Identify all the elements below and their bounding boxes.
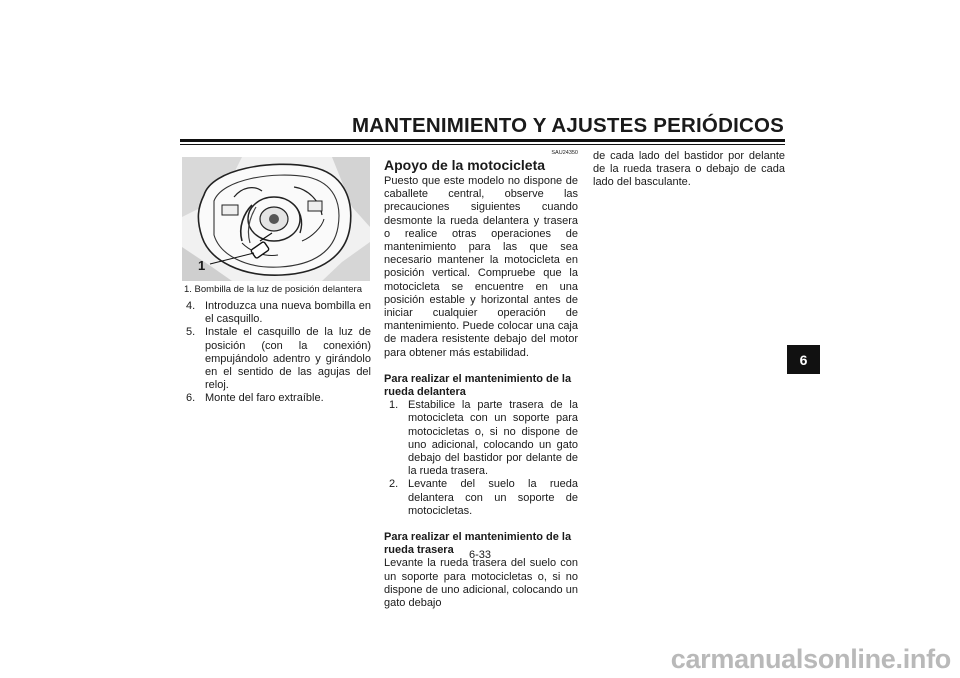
section-intro: Puesto que este modelo no dispone de caballete central, observe las precauciones siguientes cuando desmonte la rueda delantera y trasera o realice otras operaciones de mantenimiento para las que sea necesario mantener la motocicleta en posición vertical. Compruebe que la motocicleta se encuentre en una posición estable y horizontal antes de iniciar cualquier operación de mantenimiento. Puede colocar una caja de madera resistente debajo del motor para obtener más estabilidad. (384, 175, 578, 359)
header-rule (180, 139, 785, 145)
page-number: 6-33 (468, 549, 492, 561)
watermark: carmanualsonline.info (670, 644, 951, 674)
figure-callout-1: 1 (198, 258, 206, 273)
middle-column (384, 150, 578, 610)
section-title: Apoyo de la motocicleta (384, 157, 546, 173)
left-column (184, 300, 371, 406)
page-header-title: MANTENIMIENTO Y AJUSTES PERIÓDICOS (351, 114, 784, 137)
chapter-tab: 6 (787, 345, 820, 374)
bulb-steps-list (184, 300, 371, 406)
right-column (593, 150, 785, 190)
figure-caption: 1. Bombilla de la luz de posición delantera (184, 284, 362, 295)
list-item: 6. Monte del faro extraíble. (186, 392, 324, 405)
section-code: SAU24350 (551, 150, 578, 156)
rear-wheel-text: Levante la rueda trasera del suelo con un soporte para motocicletas o, si no dispone de uno adicional, colocando un gato debajo (384, 557, 578, 610)
rear-wheel-heading: Para realizar el mantenimiento de la rueda trasera (384, 531, 572, 557)
list-item: 1. Estabilice la parte trasera de la motocicleta con un soporte para motocicletas o, si no dispone de uno adicional, colocando un gato debajo del bastidor por delante de la rueda trasera. (389, 399, 578, 478)
headlight-bulb-figure (182, 157, 370, 281)
front-wheel-heading: Para realizar el mantenimiento de la rueda delantera (384, 372, 572, 399)
list-item: 5. Instale el casquillo de la luz de posición (con la conexión) empujándolo adentro y girándolo en el sentido de las agujas del reloj. (186, 326, 371, 392)
list-item: 4. Introduzca una nueva bombilla en el casquillo. (186, 300, 371, 326)
rear-wheel-text-continued: de cada lado del bastidor por delante de la rueda trasera o debajo de cada lado del basculante. (593, 150, 785, 189)
list-item: 2. Levante del suelo la rueda delantera con un soporte de motocicletas. (389, 478, 578, 517)
headlight-illustration (182, 157, 370, 281)
front-wheel-steps-list (384, 399, 578, 518)
